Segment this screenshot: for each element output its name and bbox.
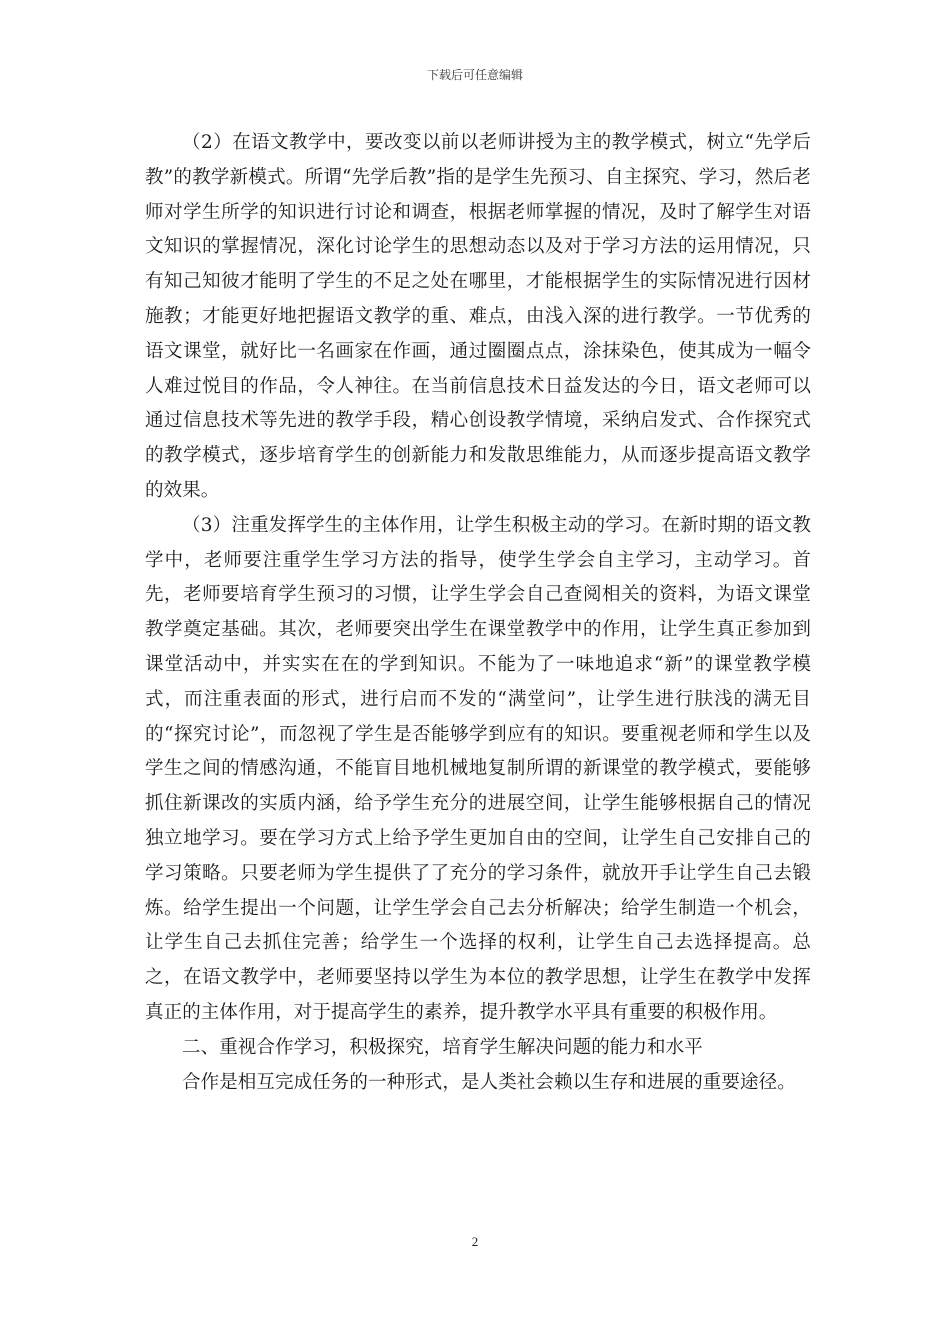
page-number: 2 (471, 1234, 479, 1249)
paragraph-cooperation: 合作是相互完成任务的一种形式，是人类社会赖以生存和进展的重要途径。 (182, 1071, 796, 1093)
paragraph-2: （2）在语文教学中，要改变以前以老师讲授为主的教学模式，树立“先学后教”的教学新模式。所谓“先学后教”指的是学生先预习、自主探究、学习，然后老师对学生所学的知识进行讨论和调查，根据老师掌握的情况，及时了解学生对语文知识的掌握情况，深化讨论学生的思想动态以及对于学习方法的运用情况，只有知己知彼才能明了学生的不足之处在哪里，才能根据学生的实际情况进行因材施教；才能更好地把握语文教学的重、难点，由浅入深的进行教学。一节优秀的语文课堂，就好比一名画家在作画，通过圈圈点点，涂抹染色，使其成为一幅令人难过悦目的作品，令人神往。在当前信息技术日益发达的今日，语文老师可以通过信息技术等先进的教学手段，精心创设教学情境，采纳启发式、合作探究式的教学模式，逐步培育学生的创新能力和发散思维能力，从而逐步提高语文教学的效果。 (145, 132, 811, 501)
document-body (145, 126, 811, 1100)
page-header: 下载后可任意编辑 (426, 68, 523, 82)
section-heading: 二、重视合作学习，积极探究，培育学生解决问题的能力和水平 (182, 1036, 703, 1058)
paragraph-3: （3）注重发挥学生的主体作用，让学生积极主动的学习。在新时期的语文教学中，老师要注重学生学习方法的指导，使学生学会自主学习，主动学习。首先，老师要培育学生预习的习惯，让学生学会自己查阅相关的资料，为语文课堂教学奠定基础。其次，老师要突出学生在课堂教学中的作用，让学生真正参加到课堂活动中，并实实在在的学到知识。不能为了一味地追求“新”的课堂教学模式，而注重表面的形式，进行启而不发的“满堂问”，让学生进行肤浅的满无目的“探究讨论”，而忽视了学生是否能够学到应有的知识。要重视老师和学生以及学生之间的情感沟通，不能盲目地机械地复制所谓的新课堂的教学模式，要能够抓住新课改的实质内涵，给予学生充分的进展空间，让学生能够根据自己的情况独立地学习。要在学习方式上给予学生更加自由的空间，让学生自己安排自己的学习策略。只要老师为学生提供了了充分的学习条件，就放开手让学生自己去锻炼。给学生提出一个问题，让学生学会自己去分析解决；给学生制造一个机会，让学生自己去抓住完善；给学生一个选择的权利，让学生自己去选择提高。总之，在语文教学中，老师要坚持以学生为本位的教学思想，让学生在教学中发挥真正的主体作用，对于提高学生的素养，提升教学水平具有重要的积极作用。 (145, 514, 811, 1023)
